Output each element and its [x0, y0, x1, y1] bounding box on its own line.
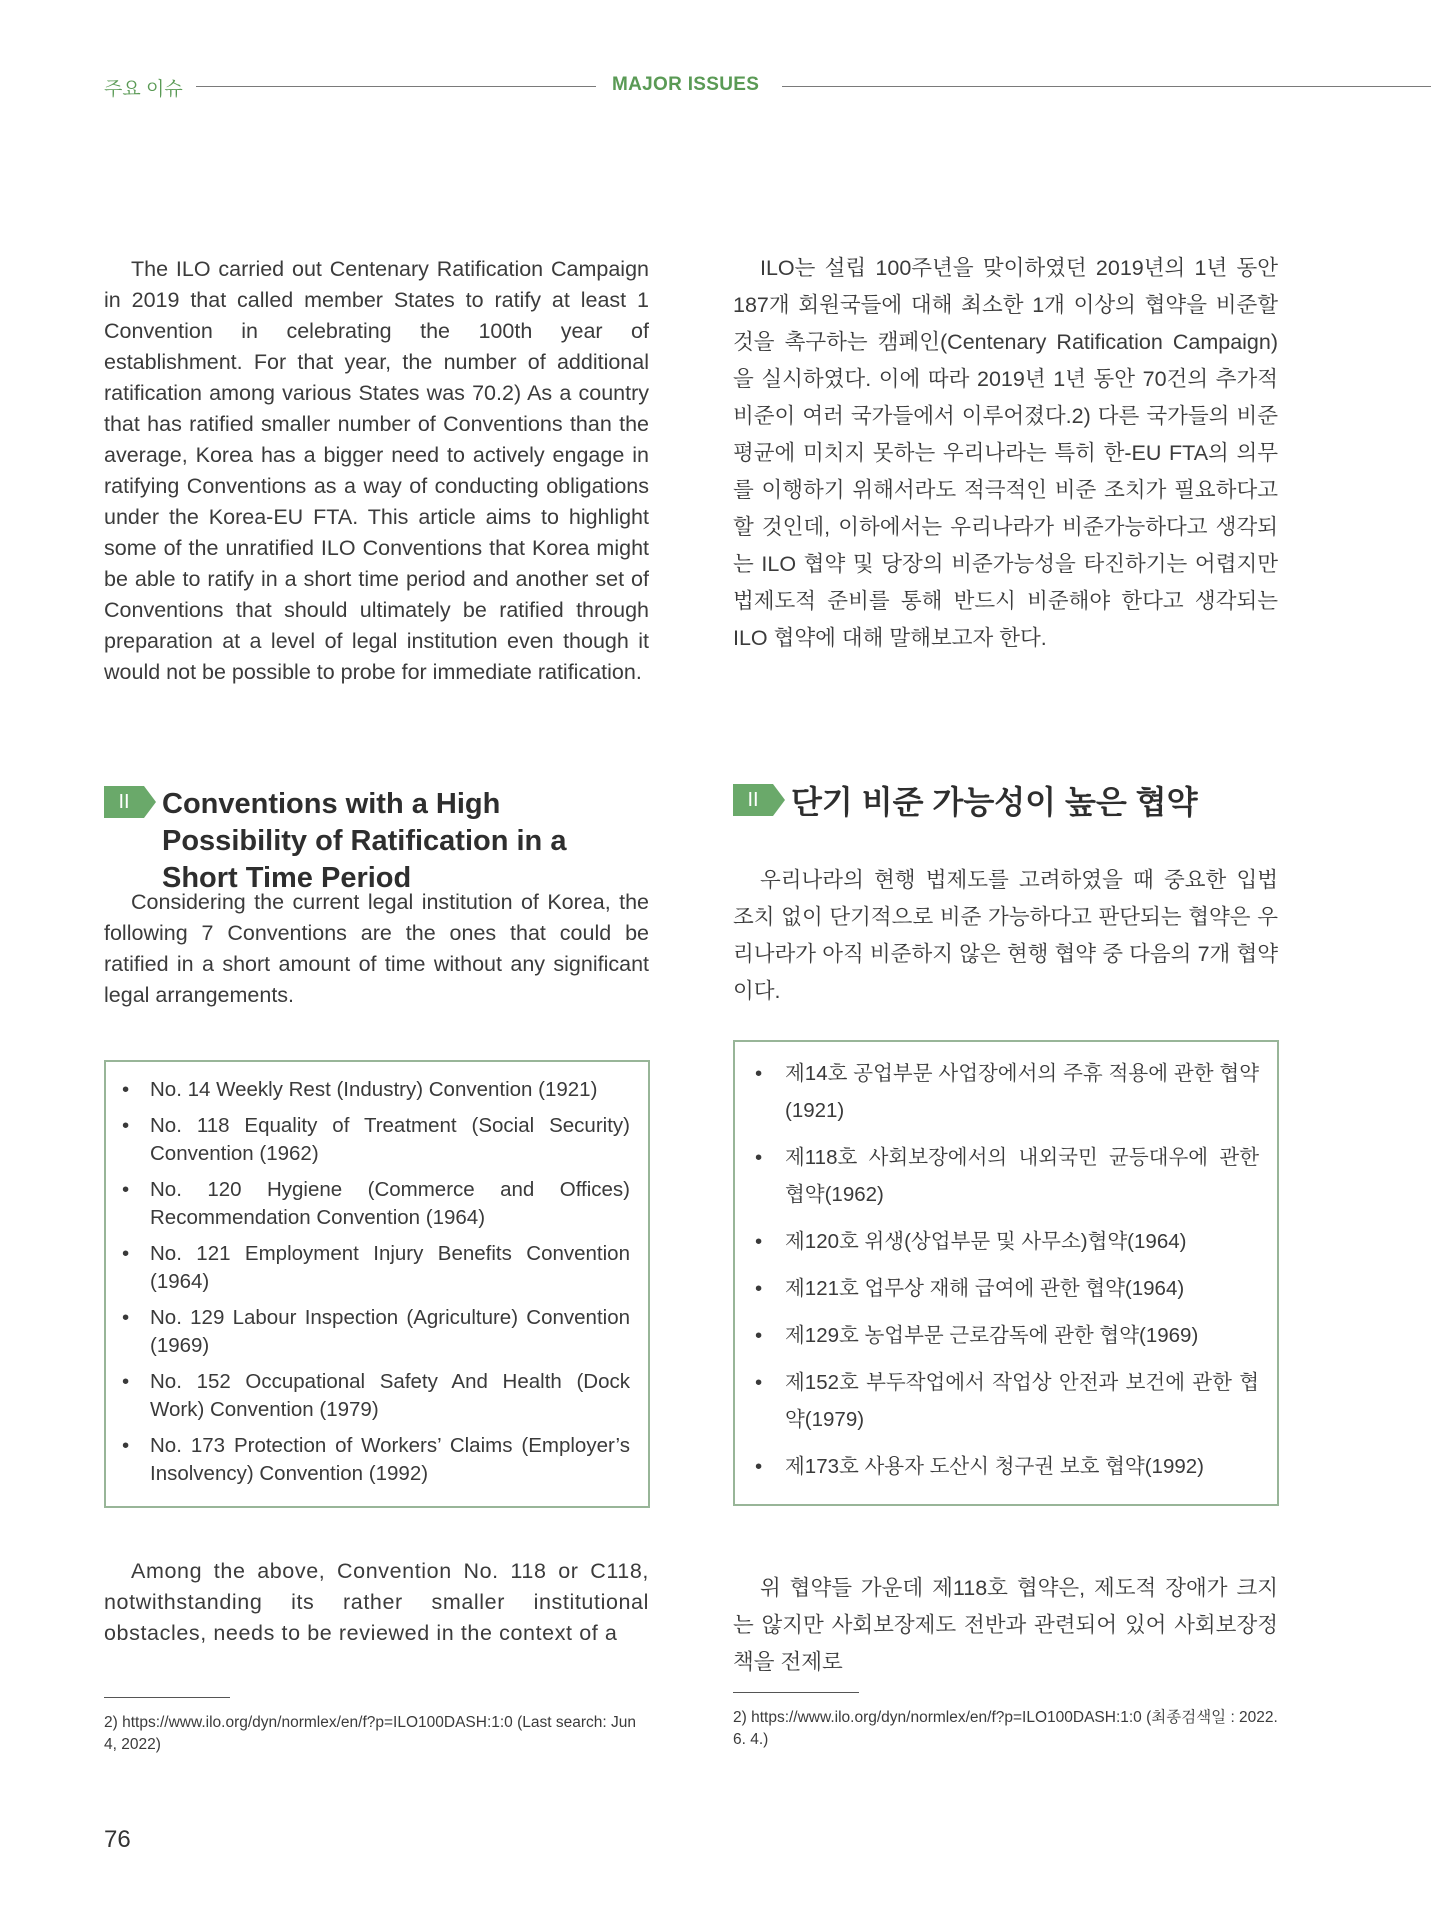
- convention-list-item: • 제173호 사용자 도산시 청구권 보호 협약(1992): [769, 1448, 1259, 1485]
- footnote-rule: [733, 1692, 859, 1693]
- running-header-korean: 주요 이슈: [104, 79, 183, 100]
- convention-list-box-korean: [733, 1040, 1279, 1506]
- convention-list-item: • 제118호 사회보장에서의 내외국민 균등대우에 관한 협약(1962): [769, 1139, 1259, 1213]
- intro-english-paragraph: The ILO carried out Centenary Ratification Campaign in 2019 that called member States to ratify at least 1 Convention in celebrating the 100th year of establishment. For that year, the number of additional ratification among various States was 70.2) As a country that has ratified smaller number of Conventions than the average, Korea has a bigger need to actively engage in ratifying Conventions as a way of conducting obligations under the Korea-EU FTA. This article aims to highlight some of the unratified ILO Conventions that Korea might be able to ratify in a short time period and another set of Conventions that should ultimately be ratified through preparation at a level of legal institution even though it would not be possible to probe for immediate ratification.: [104, 257, 649, 684]
- convention-list-item: • 제120호 위생(상업부문 및 사무소)협약(1964): [769, 1223, 1259, 1260]
- intro-english-column: [104, 254, 649, 688]
- continuation-english: [104, 1556, 649, 1649]
- convention-list-item: • No. 14 Weekly Rest (Industry) Convention (1921): [136, 1076, 630, 1104]
- convention-list-item: • 제129호 농업부문 근로감독에 관한 협약(1969): [769, 1317, 1259, 1354]
- section-heading-korean: [733, 784, 1278, 821]
- convention-list-item: • No. 152 Occupational Safety And Health (Dock Work) Convention (1979): [136, 1368, 630, 1424]
- convention-list-item: • No. 121 Employment Injury Benefits Convention (1964): [136, 1240, 630, 1296]
- section-body-english: [104, 887, 649, 1011]
- convention-list-item: • No. 129 Labour Inspection (Agriculture) Convention (1969): [136, 1304, 630, 1360]
- convention-list-item: • 제14호 공업부문 사업장에서의 주휴 적용에 관한 협약(1921): [769, 1055, 1259, 1129]
- header-rule: [196, 86, 596, 87]
- convention-list-item: • 제121호 업무상 재해 급여에 관한 협약(1964): [769, 1270, 1259, 1307]
- section-heading-english: [104, 786, 649, 897]
- intro-korean-column: [733, 250, 1278, 657]
- convention-list-english: [136, 1076, 630, 1488]
- continuation-korean-paragraph: 위 협약들 가운데 제118호 협약은, 제도적 장애가 크지는 않지만 사회보장제도 전반과 관련되어 있어 사회보장정책을 전제로: [733, 1576, 1278, 1674]
- convention-list-item: • No. 120 Hygiene (Commerce and Offices) Recommendation Convention (1964): [136, 1176, 630, 1232]
- continuation-korean: [733, 1570, 1278, 1681]
- section-body-korean: [733, 862, 1278, 1010]
- section-number-badge: II: [733, 784, 773, 816]
- page-number: 76: [104, 1826, 131, 1853]
- convention-list-item: • No. 118 Equality of Treatment (Social Security) Convention (1962): [136, 1112, 630, 1168]
- convention-list-item: • 제152호 부두작업에서 작업상 안전과 보건에 관한 협약(1979): [769, 1364, 1259, 1438]
- convention-list-item: • No. 173 Protection of Workers’ Claims (Employer’s Insolvency) Convention (1992): [136, 1432, 630, 1488]
- section-number-badge: II: [104, 786, 144, 818]
- running-header-english: MAJOR ISSUES: [612, 74, 760, 95]
- convention-list-box-english: [104, 1060, 650, 1508]
- continuation-english-paragraph: Among the above, Convention No. 118 or C118, notwithstanding its rather smaller institutional obstacles, needs to be reviewed in the context of a: [104, 1559, 649, 1645]
- section-intro-english: Considering the current legal institution of Korea, the following 7 Conventions are the ones that could be ratified in a short amount of time without any significant legal arrangements.: [104, 890, 649, 1007]
- footnote-english: 2) https://www.ilo.org/dyn/normlex/en/f?p=ILO100DASH:1:0 (Last search: Jun 4, 2022): [104, 1714, 637, 1753]
- section-intro-korean: 우리나라의 현행 법제도를 고려하였을 때 중요한 입법 조치 없이 단기적으로 비준 가능하다고 판단되는 협약은 우리나라가 아직 비준하지 않은 현행 협약 중 다음의 7개 협약이다.: [733, 868, 1278, 1003]
- header-rule: [782, 86, 1431, 87]
- section-title-english: Conventions with a High Possibility of Ratification in a Short Time Period: [162, 788, 567, 894]
- intro-korean-paragraph: ILO는 설립 100주년을 맞이하였던 2019년의 1년 동안 187개 회원국들에 대해 최소한 1개 이상의 협약을 비준할 것을 촉구하는 캠페인(Centenary Ratification Campaign)을 실시하였다. 이에 따라 2019년 1년 동안 70건의 추가적 비준이 여러 국가들에서 이루어졌다.2) 다른 국가들의 비준 평균에 미치지 못하는 우리나라는 특히 한-EU FTA의 의무를 이행하기 위해서라도 적극적인 비준 조치가 필요하다고 할 것인데, 이하에서는 우리나라가 비준가능하다고 생각되는 ILO 협약 및 당장의 비준가능성을 타진하기는 어렵지만 법제도적 준비를 통해 반드시 비준해야 한다고 생각되는 ILO 협약에 대해 말해보고자 한다.: [733, 256, 1278, 650]
- section-title-korean: 단기 비준 가능성이 높은 협약: [791, 784, 1198, 820]
- convention-list-korean: [769, 1055, 1259, 1485]
- footnote-korean: 2) https://www.ilo.org/dyn/normlex/en/f?p=ILO100DASH:1:0 (최종검색일 : 2022. 6. 4.): [733, 1709, 1278, 1748]
- footnote-rule: [104, 1697, 230, 1698]
